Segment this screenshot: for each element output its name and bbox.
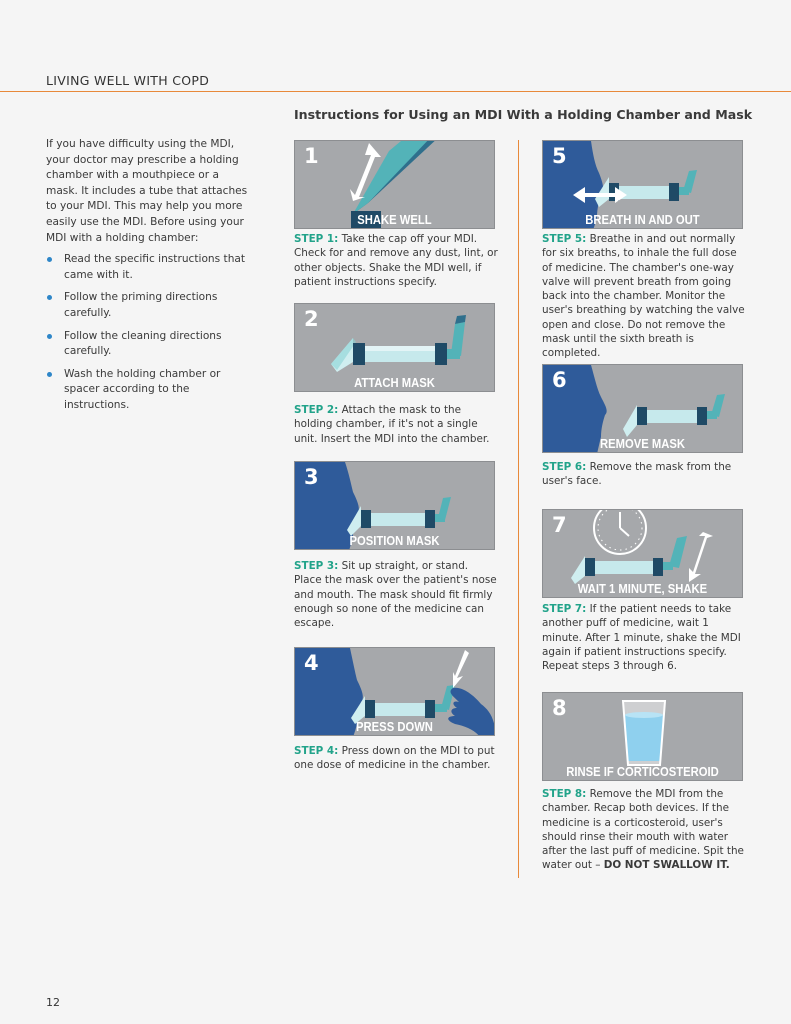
step-4-text: [294, 744, 499, 773]
step-label: STEP 6:: [542, 461, 587, 473]
page-number: 12: [46, 996, 60, 1009]
step-number: 1: [304, 144, 319, 168]
step-4-illustration: [294, 647, 495, 736]
step-label: STEP 8:: [542, 788, 587, 800]
step-description: Remove the mask from the user's face.: [542, 461, 732, 488]
step-5-text: [542, 232, 747, 361]
step-description: Remove the MDI from the chamber. Recap both devices. If the medicine is a corticosteroid, user's should rinse their mouth with water after the last puff of medicine. Spit the water out –: [542, 788, 744, 872]
step-label: STEP 3:: [294, 560, 339, 572]
intro-paragraph: If you have difficulty using the MDI, your doctor may prescribe a holding chamber with a mouthpiece or a mask. It includes a tube that attaches to your MDI. This may help you more easily use the MDI. Before using your MDI with a holding chamber:: [46, 138, 248, 244]
step-label: STEP 5:: [542, 233, 587, 245]
step-number: 8: [552, 696, 567, 720]
step-8-text: [542, 787, 747, 873]
step-caption: SHAKE WELL: [357, 213, 432, 227]
step-label: STEP 7:: [542, 603, 587, 615]
step-7-text: [542, 602, 747, 673]
step-caption: RINSE IF CORTICOSTEROID: [566, 765, 719, 779]
page-title: Instructions for Using an MDI With a Holding Chamber and Mask: [294, 107, 753, 122]
step-caption: BREATH IN AND OUT: [585, 213, 700, 227]
step-caption: WAIT 1 MINUTE, SHAKE: [577, 582, 708, 596]
bullet-item: Wash the holding chamber or spacer according to the instructions.: [46, 367, 251, 414]
step-label: STEP 4:: [294, 745, 339, 757]
step-number: 5: [552, 144, 567, 168]
step-description: Press down on the MDI to put one dose of medicine in the chamber.: [294, 745, 495, 772]
running-header: LIVING WELL WITH COPD: [46, 73, 210, 88]
step-2-illustration: [294, 303, 495, 392]
step-6-text: [542, 460, 747, 489]
step-label: STEP 1:: [294, 233, 339, 245]
step-description: Take the cap off your MDI. Check for and remove any dust, lint, or other objects. Shake the MDI well, if patient instructions specify.: [294, 233, 498, 288]
step-5-illustration: [542, 140, 743, 229]
warning-text: DO NOT SWALLOW IT.: [603, 859, 730, 872]
step-6-illustration: [542, 364, 743, 453]
bullet-item: Follow the priming directions carefully.: [46, 290, 251, 321]
step-number: 4: [304, 651, 319, 675]
step-3-text: [294, 559, 499, 630]
step-7-illustration: [542, 509, 743, 598]
step-caption: ATTACH MASK: [354, 376, 435, 390]
intro-bullet-list: [46, 252, 251, 413]
step-2-text: [294, 403, 499, 446]
step-description: Breathe in and out normally for six breaths, to inhale the full dose of medicine. The chamber's one-way valve will prevent breath from going back into the chamber. Monitor the user's breathing by watching the valve open and close. Do not remove the mask until the sixth breath is completed.: [542, 233, 745, 360]
header-rule: [0, 91, 791, 92]
step-number: 6: [552, 368, 567, 392]
step-description: Sit up straight, or stand. Place the mask over the patient's nose and mouth. The mask should fit firmly enough so none of the medicine can escape.: [294, 560, 497, 630]
bullet-item: Read the specific instructions that came with it.: [46, 252, 251, 283]
step-label: STEP 2:: [294, 404, 339, 416]
step-caption: PRESS DOWN: [356, 720, 433, 734]
step-3-illustration: [294, 461, 495, 550]
step-1-illustration: [294, 140, 495, 229]
step-caption: POSITION MASK: [349, 534, 440, 548]
step-caption: REMOVE MASK: [599, 437, 685, 451]
step-number: 7: [552, 513, 567, 537]
step-number: 2: [304, 307, 319, 331]
column-divider: [518, 140, 519, 878]
step-number: 3: [304, 465, 319, 489]
step-description: Attach the mask to the holding chamber, if it's not a single unit. Insert the MDI into the chamber.: [294, 404, 490, 445]
intro-column: [46, 137, 251, 421]
step-description: If the patient needs to take another puff of medicine, wait 1 minute. After 1 minute, shake the MDI again if patient instructions specify. Repeat steps 3 through 6.: [542, 603, 741, 673]
step-8-illustration: [542, 692, 743, 781]
bullet-item: Follow the cleaning directions carefully.: [46, 329, 251, 360]
step-1-text: [294, 232, 499, 289]
